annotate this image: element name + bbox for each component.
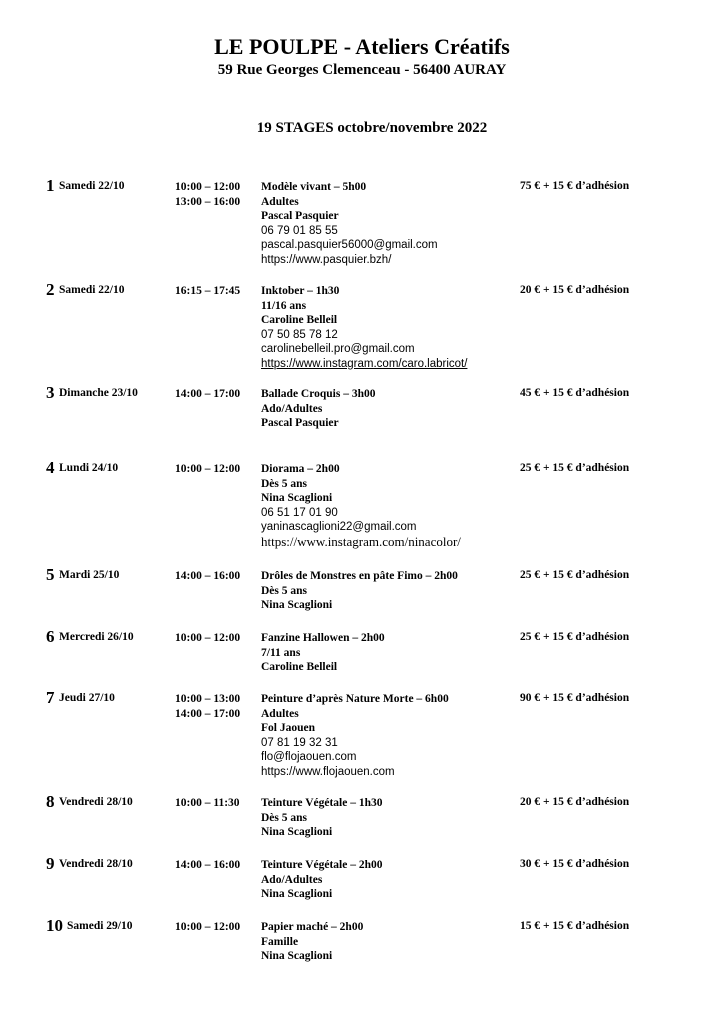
stage-title: Teinture Végétale – 1h30 — [261, 797, 383, 809]
stage-teacher: Caroline Belleil — [261, 661, 338, 673]
stage-audience: Adultes — [261, 707, 299, 720]
stage-price: 20 € + 15 € d’adhésion — [520, 284, 630, 296]
stage-teacher: Pascal Pasquier — [261, 210, 339, 222]
time-slot: 14:00 – 16:00 — [175, 570, 241, 582]
stage-details — [261, 180, 438, 267]
stage-times — [175, 858, 240, 873]
time-slot: 16:15 – 17:45 — [175, 285, 241, 297]
stage-times — [175, 631, 240, 646]
stage-price: 25 € + 15 € d’adhésion — [520, 631, 630, 643]
stage-teacher: Nina Scaglioni — [261, 950, 333, 962]
stage-number: 7 — [46, 688, 55, 707]
stage-title: Teinture Végétale – 2h00 — [261, 859, 383, 871]
stage-price: 15 € + 15 € d’adhésion — [520, 920, 630, 932]
stage-number: 10 — [46, 916, 63, 935]
stage-price: 25 € + 15 € d’adhésion — [520, 462, 630, 474]
stage-title: Modèle vivant – 5h00 — [261, 181, 367, 193]
stage-title: Ballade Croquis – 3h00 — [261, 388, 376, 400]
stage-details — [261, 284, 467, 371]
stage-details — [261, 858, 383, 902]
stage-details — [261, 569, 458, 613]
stage-day: Vendredi 28/10 — [59, 858, 133, 870]
stage-day: Mercredi 26/10 — [59, 631, 134, 643]
stage-day: Samedi 22/10 — [59, 284, 125, 296]
stage-times — [175, 569, 240, 584]
stage-title: Inktober – 1h30 — [261, 285, 340, 297]
time-slot: 10:00 – 13:00 — [175, 693, 241, 705]
stage-phone: 07 81 19 32 31 — [261, 736, 338, 749]
time-slot: 10:00 – 12:00 — [175, 181, 241, 193]
stage-teacher: Pascal Pasquier — [261, 417, 339, 429]
stage-title: Papier maché – 2h00 — [261, 921, 364, 933]
time-slot: 14:00 – 16:00 — [175, 859, 241, 871]
stage-day: Vendredi 28/10 — [59, 796, 133, 808]
stage-times — [175, 692, 240, 722]
stage-audience: 7/11 ans — [261, 646, 301, 659]
stage-teacher: Nina Scaglioni — [261, 492, 333, 504]
stage-email[interactable]: yaninascaglioni22@gmail.com — [261, 521, 417, 533]
stage-details — [261, 462, 461, 549]
stage-title: Diorama – 2h00 — [261, 463, 340, 475]
stage-number: 6 — [46, 627, 55, 646]
stage-times — [175, 462, 240, 477]
time-slot: 10:00 – 12:00 — [175, 632, 241, 644]
stage-audience: Dès 5 ans — [261, 811, 308, 824]
stage-times — [175, 284, 240, 299]
stage-email[interactable]: carolinebelleil.pro@gmail.com — [261, 343, 415, 355]
stage-title: Drôles de Monstres en pâte Fimo – 2h00 — [261, 570, 458, 582]
stage-day: Lundi 24/10 — [59, 462, 119, 474]
stage-number: 2 — [46, 280, 55, 299]
stage-day: Jeudi 27/10 — [59, 692, 115, 704]
stage-teacher: Nina Scaglioni — [261, 599, 333, 611]
time-slot: 10:00 – 11:30 — [175, 797, 240, 809]
stage-day: Samedi 29/10 — [67, 920, 133, 932]
stage-audience: Ado/Adultes — [261, 873, 323, 886]
stage-website[interactable]: https://www.instagram.com/ninacolor/ — [261, 533, 461, 549]
stage-number: 9 — [46, 854, 55, 873]
stage-teacher: Nina Scaglioni — [261, 888, 333, 900]
stage-price: 45 € + 15 € d’adhésion — [520, 387, 630, 399]
stage-times — [175, 920, 240, 935]
address-line: 59 Rue Georges Clemenceau - 56400 AURAY — [217, 62, 507, 78]
stage-audience: Dès 5 ans — [261, 477, 308, 490]
stage-teacher: Caroline Belleil — [261, 314, 338, 326]
stage-times — [175, 387, 240, 402]
stage-audience: 11/16 ans — [261, 299, 307, 312]
stage-times — [175, 180, 240, 210]
stage-audience: Adultes — [261, 195, 299, 208]
stage-teacher: Fol Jaouen — [261, 722, 315, 734]
stage-details — [261, 692, 449, 779]
stage-details — [261, 920, 363, 964]
stage-title: Peinture d’après Nature Morte – 6h00 — [261, 693, 449, 705]
stage-number: 8 — [46, 792, 55, 811]
stage-number: 5 — [46, 565, 55, 584]
stage-details — [261, 631, 385, 675]
stage-website[interactable]: https://www.flojaouen.com — [261, 765, 395, 778]
stage-phone: 06 79 01 85 55 — [261, 224, 338, 237]
time-slot: 14:00 – 17:00 — [175, 388, 241, 400]
stage-audience: Dès 5 ans — [261, 584, 308, 597]
stage-email[interactable]: flo@flojaouen.com — [261, 751, 357, 763]
stage-teacher: Nina Scaglioni — [261, 826, 333, 838]
time-slot: 13:00 – 16:00 — [175, 196, 241, 208]
stage-email[interactable]: pascal.pasquier56000@gmail.com — [261, 239, 438, 251]
time-slot: 10:00 – 12:00 — [175, 463, 241, 475]
document-header — [0, 34, 724, 80]
stage-day: Dimanche 23/10 — [59, 387, 138, 399]
time-slot: 14:00 – 17:00 — [175, 708, 241, 720]
stage-website[interactable]: https://www.pasquier.bzh/ — [261, 253, 392, 266]
stage-phone: 07 50 85 78 12 — [261, 328, 338, 341]
stage-times — [175, 796, 240, 811]
stage-title: Fanzine Hallowen – 2h00 — [261, 632, 385, 644]
stage-audience: Ado/Adultes — [261, 402, 323, 415]
stage-audience: Famille — [261, 935, 299, 948]
stage-price: 25 € + 15 € d’adhésion — [520, 569, 630, 581]
stage-price: 30 € + 15 € d’adhésion — [520, 858, 630, 870]
time-slot: 10:00 – 12:00 — [175, 921, 241, 933]
stage-day: Samedi 22/10 — [59, 180, 125, 192]
page-title: LE POULPE - Ateliers Créatifs — [214, 34, 510, 59]
page-subtitle: 19 STAGES octobre/novembre 2022 — [256, 120, 488, 136]
stage-number: 4 — [46, 458, 55, 477]
stage-day: Mardi 25/10 — [59, 569, 120, 581]
stage-price: 20 € + 15 € d’adhésion — [520, 796, 630, 808]
stage-number: 3 — [46, 383, 55, 402]
stage-price: 90 € + 15 € d’adhésion — [520, 692, 630, 704]
stage-phone: 06 51 17 01 90 — [261, 506, 338, 519]
stage-details — [261, 387, 376, 431]
stage-price: 75 € + 15 € d’adhésion — [520, 180, 630, 192]
stage-number: 1 — [46, 176, 55, 195]
stage-details — [261, 796, 383, 840]
stage-website-link[interactable]: https://www.instagram.com/caro.labricot/ — [261, 357, 468, 370]
